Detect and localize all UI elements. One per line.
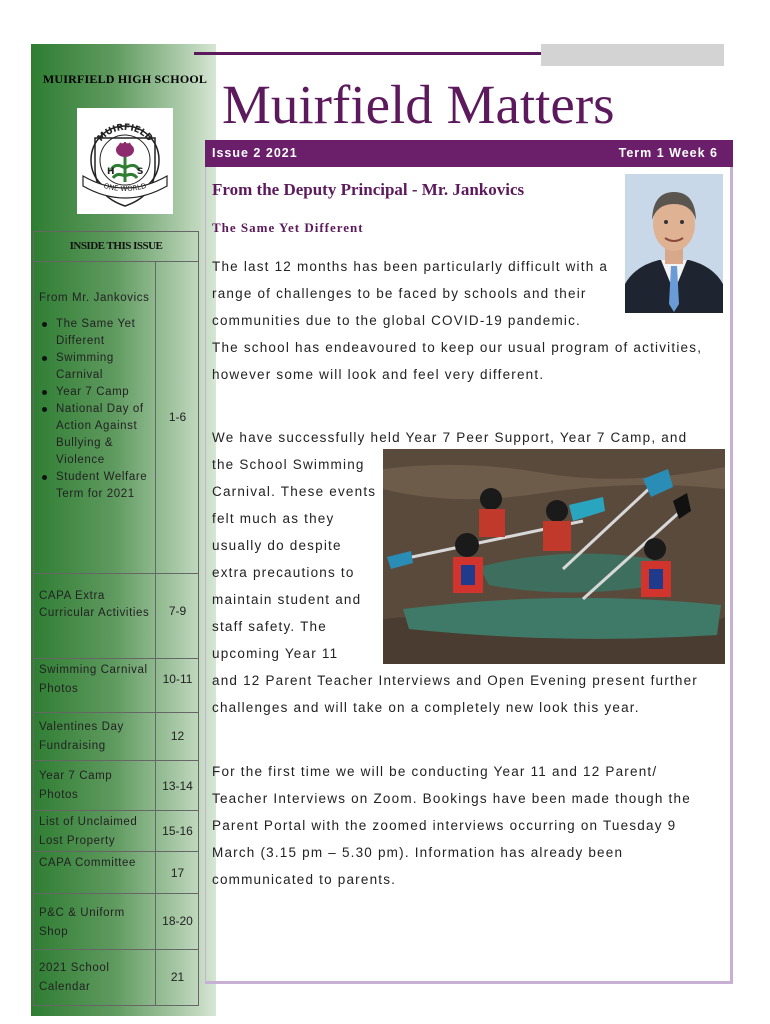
toc-subitem: National Day of Action Against Bullying & Violence xyxy=(39,401,151,469)
article-line: communicated to parents. xyxy=(212,872,397,887)
article-line: We have successfully held Year 7 Peer Support, Year 7 Camp, and xyxy=(212,430,688,445)
article-line: The school has endeavoured to keep our usual program of activities, xyxy=(212,340,703,355)
inside-this-issue-heading: INSIDE THIS ISSUE xyxy=(69,240,163,252)
toc-page: 13-14 xyxy=(162,779,193,793)
article-line: however some will look and feel very different. xyxy=(212,367,545,382)
article-line: Parent Portal with the zoomed interviews occurring on Tuesday 9 xyxy=(212,818,677,833)
article-line: range of challenges to be faced by schools and their xyxy=(212,286,587,301)
svg-text:ONE WORLD: ONE WORLD xyxy=(102,182,148,194)
toc-title: Valentines Day Fundraising xyxy=(39,721,124,752)
toc-page: 18-20 xyxy=(162,914,193,928)
school-crest-logo xyxy=(77,108,173,214)
toc-page: 12 xyxy=(170,729,185,743)
article-line: upcoming Year 11 xyxy=(212,646,339,661)
issue-number: Issue 2 2021 xyxy=(212,146,298,160)
toc-row[interactable] xyxy=(33,573,199,658)
toc-title: List of Unclaimed Lost Property xyxy=(39,816,138,847)
term-week: Term 1 Week 6 xyxy=(618,146,718,160)
crest-icon xyxy=(77,108,173,214)
toc-title: Year 7 Camp Photos xyxy=(39,770,113,801)
svg-text:H: H xyxy=(107,167,115,177)
toc-title: P&C & Uniform Shop xyxy=(39,907,125,938)
toc-row[interactable] xyxy=(33,658,199,712)
toc-title: 2021 School Calendar xyxy=(39,962,110,993)
article-line: The last 12 months has been particularly difficult with a xyxy=(212,259,609,274)
toc-title: CAPA Committee xyxy=(39,857,137,869)
svg-text:MUIRFIELD: MUIRFIELD xyxy=(95,122,155,144)
deputy-principal-photo xyxy=(625,174,723,313)
toc-title: CAPA Extra Curricular Activities xyxy=(39,590,150,619)
article-line: Teacher Interviews on Zoom. Bookings have been made though the xyxy=(212,791,691,806)
toc-row[interactable] xyxy=(33,760,199,810)
toc-subitem: Swimming Carnival xyxy=(39,350,151,384)
article-line: Carnival. These events xyxy=(212,484,377,499)
toc-page: 10-11 xyxy=(162,672,193,686)
school-name: MUIRFIELD HIGH SCHOOL xyxy=(42,72,208,86)
article-line: extra precautions to xyxy=(212,565,355,580)
toc-row[interactable] xyxy=(33,851,199,893)
article-line: maintain student and xyxy=(212,592,362,607)
article-line: communities due to the global COVID-19 pandemic. xyxy=(212,313,582,328)
toc-page: 17 xyxy=(170,866,185,880)
article-line: staff safety. The xyxy=(212,619,327,634)
article-line: and 12 Parent Teacher Interviews and Open Evening present further xyxy=(212,673,699,688)
toc-subitem: Year 7 Camp xyxy=(39,384,151,401)
article-line: For the first time we will be conducting Year 11 and 12 Parent/ xyxy=(212,764,658,779)
toc-subitem: Student Welfare Term for 2021 xyxy=(39,469,151,503)
toc-title: Swimming Carnival Photos xyxy=(39,664,148,695)
toc-page: 15-16 xyxy=(162,824,193,838)
toc-row[interactable] xyxy=(33,810,199,851)
toc-row[interactable] xyxy=(33,712,199,760)
kayak-photo xyxy=(383,449,725,664)
masthead-gray-block xyxy=(541,44,724,66)
article-line: usually do despite xyxy=(212,538,342,553)
article-subheading: The Same Yet Different xyxy=(212,220,364,235)
toc-page: 1-6 xyxy=(168,410,187,424)
newsletter-title: Muirfield Matters xyxy=(222,74,615,135)
toc-title: From Mr. Jankovics xyxy=(39,292,150,304)
toc-row[interactable] xyxy=(33,893,199,949)
issue-bar xyxy=(205,140,733,167)
article-line: the School Swimming xyxy=(212,457,365,472)
toc-page: 21 xyxy=(170,970,185,984)
article-line: challenges and will take on a completely new look this year. xyxy=(212,700,640,715)
toc-subitem: The Same Yet Different xyxy=(39,316,151,350)
svg-text:S: S xyxy=(137,167,144,177)
toc-row[interactable] xyxy=(33,261,199,573)
toc-page: 7-9 xyxy=(168,604,187,618)
article-line: felt much as they xyxy=(212,511,335,526)
toc-row[interactable] xyxy=(33,949,199,1006)
article-line: March (3.15 pm – 5.30 pm). Information has already been xyxy=(212,845,624,860)
article-title: From the Deputy Principal - Mr. Jankovics xyxy=(212,180,525,199)
